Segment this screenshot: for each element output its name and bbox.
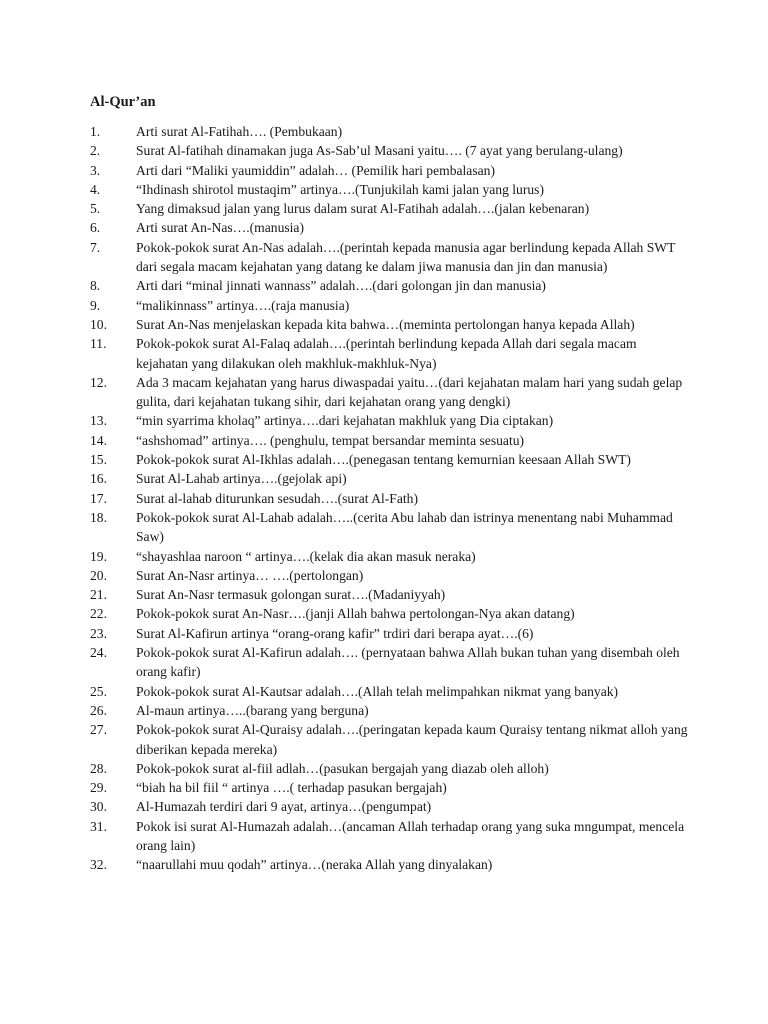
list-item-number: 7.: [90, 239, 101, 255]
list-item-number: 19.: [90, 548, 107, 564]
list-item-text: Surat Al-Kafirun artinya “orang-orang kafir” trdiri dari berapa ayat….(6): [136, 625, 534, 641]
list-item: [90, 373, 690, 412]
list-item-number: 30.: [90, 799, 107, 815]
list-item-text: Yang dimaksud jalan yang lurus dalam surat Al-Fatihah adalah….(jalan kebenaran): [136, 201, 590, 217]
list-item-text: “Ihdinash shirotol mustaqim” artinya….(Tunjukilah kami jalan yang lurus): [136, 181, 544, 197]
list-item-number: 5.: [90, 201, 101, 217]
list-item-text: “shayashlaa naroon “ artinya….(kelak dia akan masuk neraka): [136, 548, 476, 564]
list-item: [90, 566, 690, 585]
list-item-text: Surat al-lahab diturunkan sesudah….(surat Al-Fath): [136, 490, 419, 506]
list-item-number: 27.: [90, 722, 107, 738]
list-item-text: Pokok-pokok surat Al-Falaq adalah….(perintah berlindung kepada Allah dari segala macam kejahatan yang dilakukan oleh makhluk-makhluk-Nya): [136, 336, 637, 371]
list-item-number: 29.: [90, 780, 107, 796]
list-item: [90, 450, 690, 469]
list-item-number: 3.: [90, 162, 101, 178]
list-item-text: Pokok-pokok surat An-Nasr….(janji Allah bahwa pertolongan-Nya akan datang): [136, 606, 575, 622]
list-item-number: 24.: [90, 645, 107, 661]
list-item: [90, 469, 690, 488]
list-item-text: Ada 3 macam kejahatan yang harus diwaspadai yaitu…(dari kejahatan malam hari yang sudah gelap gulita, dari kejahatan tukang sihir, dari kejahatan orang yang dengki): [136, 374, 683, 410]
list-item-text: Pokok-pokok surat Al-Quraisy adalah….(peringatan kepada kaum Quraisy tentang nikmat alloh yang diberikan kepada mereka): [136, 722, 688, 757]
list-item-text: “naarullahi muu qodah” artinya…(neraka Allah yang dinyalakan): [136, 857, 493, 873]
list-item: [90, 122, 690, 141]
list-item-text: Surat An-Nasr artinya… ….(pertolongan): [136, 567, 364, 583]
list-item: [90, 585, 690, 604]
list-item: [90, 411, 690, 430]
list-item-number: 2.: [90, 143, 101, 159]
list-item: [90, 720, 690, 759]
list-item: [90, 778, 690, 797]
list-item: [90, 180, 690, 199]
list-item: [90, 431, 690, 450]
list-item: [90, 296, 690, 315]
list-item: [90, 797, 690, 816]
list-item: [90, 759, 690, 778]
list-item-number: 6.: [90, 220, 101, 236]
list-item: [90, 682, 690, 701]
list-item-text: Arti dari “Maliki yaumiddin” adalah… (Pemilik hari pembalasan): [136, 162, 495, 178]
list-item: [90, 604, 690, 623]
list-item: [90, 489, 690, 508]
list-item-number: 31.: [90, 818, 107, 834]
list-item-number: 22.: [90, 606, 107, 622]
list-item-text: Surat An-Nasr termasuk golongan surat….(Madaniyyah): [136, 587, 446, 603]
list-item-text: Pokok isi surat Al-Humazah adalah…(ancaman Allah terhadap orang yang suka mngumpat, mencela orang lain): [136, 818, 685, 853]
list-item: [90, 218, 690, 237]
list-item-text: Surat An-Nas menjelaskan kepada kita bahwa…(meminta pertolongan hanya kepada Allah): [136, 316, 635, 332]
list-item: [90, 643, 690, 682]
list-item-number: 9.: [90, 297, 101, 313]
list-item-number: 12.: [90, 374, 107, 390]
list-item-text: Pokok-pokok surat Al-Lahab adalah…..(cerita Abu lahab dan istrinya menentang nabi Muhammad Saw): [136, 509, 673, 545]
list-item-number: 17.: [90, 490, 107, 506]
list-item-text: Pokok-pokok surat Al-Kafirun adalah…. (pernyataan bahwa Allah bukan tuhan yang disembah oleh orang kafir): [136, 645, 680, 680]
list-item-number: 25.: [90, 683, 107, 699]
list-item: [90, 141, 690, 160]
list-item: [90, 161, 690, 180]
list-item: [90, 238, 690, 277]
list-item-text: Pokok-pokok surat al-fiil adlah…(pasukan bergajah yang diazab oleh alloh): [136, 760, 549, 776]
list-item-number: 4.: [90, 181, 101, 197]
list-item-number: 28.: [90, 760, 107, 776]
list-item-text: “biah ha bil fiil “ artinya ….( terhadap pasukan bergajah): [136, 780, 447, 796]
list-item-text: Al-maun artinya…..(barang yang berguna): [136, 702, 369, 718]
list-item-number: 21.: [90, 587, 107, 603]
list-item-number: 16.: [90, 471, 107, 487]
list-item-text: Surat Al-Lahab artinya….(gejolak api): [136, 471, 347, 487]
list-item: [90, 855, 690, 874]
list-item-text: Al-Humazah terdiri dari 9 ayat, artinya…(pengumpat): [136, 799, 432, 815]
list-item: [90, 276, 690, 295]
list-item-text: “ashshomad” artinya…. (penghulu, tempat bersandar meminta sesuatu): [136, 432, 525, 448]
list-item-number: 18.: [90, 509, 107, 525]
list-item: [90, 701, 690, 720]
list-item: [90, 334, 690, 373]
list-item-number: 11.: [90, 336, 107, 352]
list-item-number: 8.: [90, 278, 101, 294]
list-item-text: Pokok-pokok surat An-Nas adalah….(perintah kepada manusia agar berlindung kepada Allah SWT dari segala macam kejahatan yang datang ke dalam jiwa manusia dan jin dan manusia): [136, 239, 676, 275]
list-item: [90, 624, 690, 643]
list-item-text: Pokok-pokok surat Al-Kautsar adalah….(Allah telah melimpahkan nikmat yang banyak): [136, 683, 619, 699]
question-list: [90, 122, 690, 875]
list-item-number: 32.: [90, 857, 107, 873]
list-item-number: 10.: [90, 316, 107, 332]
list-item-number: 20.: [90, 567, 107, 583]
list-item-text: Arti dari “minal jinnati wannass” adalah….(dari golongan jin dan manusia): [136, 278, 546, 294]
list-item-text: Arti surat Al-Fatihah…. (Pembukaan): [136, 124, 343, 139]
list-item-text: Arti surat An-Nas….(manusia): [136, 220, 304, 236]
document-title: Al-Qur’an: [90, 94, 156, 110]
list-item-number: 26.: [90, 702, 107, 718]
list-item: [90, 315, 690, 334]
list-item-text: “min syarrima kholaq” artinya….dari kejahatan makhluk yang Dia ciptakan): [136, 413, 554, 429]
list-item-text: Pokok-pokok surat Al-Ikhlas adalah….(penegasan tentang kemurnian keesaan Allah SWT): [136, 452, 631, 468]
list-item: [90, 199, 690, 218]
list-item-text: “malikinnass” artinya….(raja manusia): [136, 297, 350, 313]
list-item-number: 14.: [90, 432, 107, 448]
list-item-number: 15.: [90, 452, 107, 468]
list-item-number: 23.: [90, 625, 107, 641]
list-item-number: 13.: [90, 413, 107, 429]
list-item: [90, 508, 690, 547]
list-item: [90, 547, 690, 566]
list-item-number: 1.: [90, 124, 101, 139]
list-item-text: Surat Al-fatihah dinamakan juga As-Sab’ul Masani yaitu…. (7 ayat yang berulang-ulang): [136, 143, 623, 159]
list-item: [90, 817, 690, 856]
